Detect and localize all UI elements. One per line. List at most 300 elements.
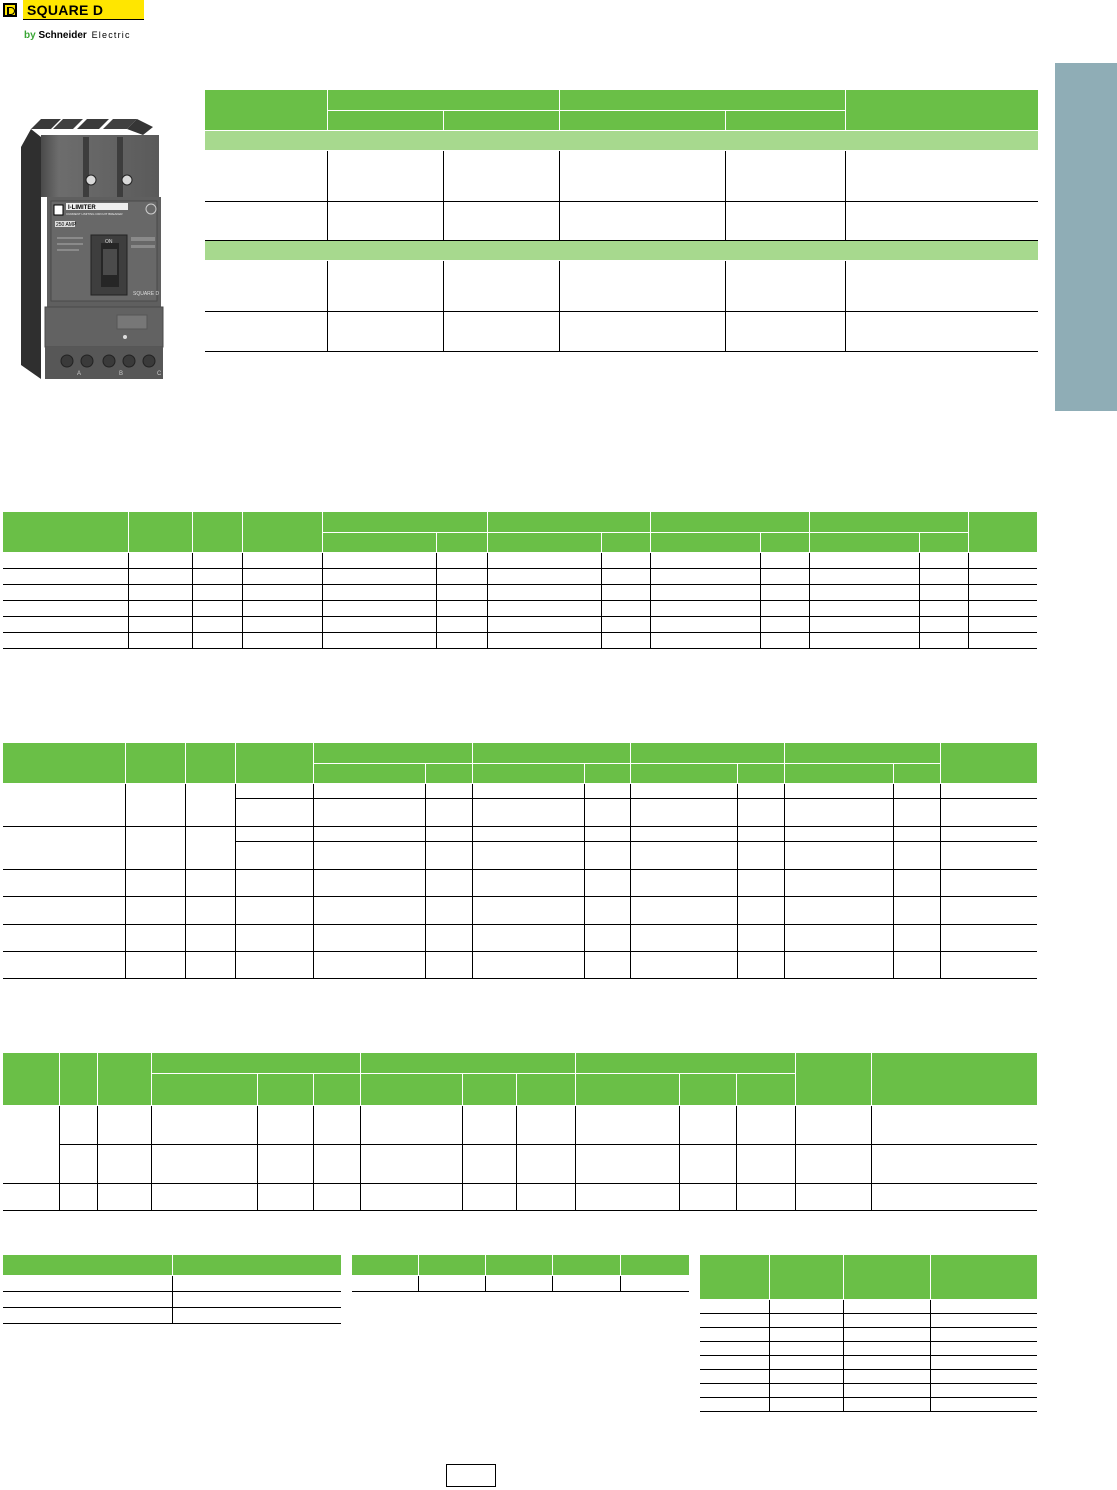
table-cell bbox=[322, 600, 436, 616]
table-cell bbox=[968, 600, 1037, 616]
breaker-label-sub: CURRENT LIMITING CIRCUIT BREAKER bbox=[66, 212, 123, 216]
table-cell bbox=[650, 584, 760, 600]
table-header-cell bbox=[968, 512, 1037, 552]
table-cell bbox=[843, 1299, 930, 1313]
table-cell bbox=[784, 924, 893, 951]
table-cell bbox=[736, 1144, 795, 1183]
table-cell bbox=[760, 632, 809, 648]
table-cell bbox=[575, 1183, 679, 1210]
table-cell bbox=[185, 896, 235, 924]
table-row bbox=[3, 600, 1037, 616]
table-header-cell bbox=[172, 1255, 341, 1275]
table-cell bbox=[242, 600, 322, 616]
table-cell bbox=[322, 632, 436, 648]
table-cell bbox=[630, 924, 737, 951]
table-cell bbox=[313, 826, 425, 841]
table-cell bbox=[205, 130, 1038, 150]
table-row bbox=[3, 1307, 341, 1323]
table-header-cell bbox=[313, 1073, 360, 1105]
terminal-label-a: A bbox=[77, 371, 82, 377]
table-row bbox=[3, 826, 1037, 841]
table-row bbox=[700, 1397, 1037, 1411]
table-row bbox=[3, 584, 1037, 600]
table-cell bbox=[784, 841, 893, 869]
table-row bbox=[700, 1355, 1037, 1369]
table-header-cell bbox=[809, 532, 919, 552]
table-cell bbox=[584, 896, 630, 924]
table-cell bbox=[172, 1307, 341, 1323]
table-1 bbox=[205, 90, 1038, 352]
table-1-header-cell bbox=[327, 90, 559, 110]
table-cell bbox=[584, 951, 630, 978]
table-cell bbox=[436, 616, 487, 632]
table-cell bbox=[425, 783, 472, 798]
table-cell bbox=[3, 616, 128, 632]
table-cell bbox=[760, 584, 809, 600]
table-header-cell bbox=[737, 763, 784, 783]
table-cell bbox=[940, 798, 1037, 826]
table-cell bbox=[601, 600, 650, 616]
table-cell bbox=[436, 600, 487, 616]
table-row bbox=[3, 1275, 341, 1291]
table-6-header-row bbox=[352, 1255, 689, 1275]
table-cell bbox=[700, 1369, 769, 1383]
table-cell bbox=[125, 826, 185, 869]
table-cell bbox=[769, 1397, 843, 1411]
table-header-cell bbox=[322, 512, 487, 532]
table-header-cell bbox=[930, 1255, 1037, 1299]
table-cell bbox=[584, 826, 630, 841]
table-cell bbox=[700, 1397, 769, 1411]
byline-suffix: Electric bbox=[91, 30, 131, 40]
table-header-cell bbox=[620, 1255, 689, 1275]
table-cell bbox=[845, 201, 1038, 240]
table-header-cell bbox=[185, 743, 235, 783]
table-header-cell bbox=[650, 512, 809, 532]
table-cell bbox=[125, 783, 185, 826]
table-cell bbox=[737, 896, 784, 924]
byline-company: Schneider bbox=[38, 30, 87, 41]
table-cell bbox=[235, 826, 313, 841]
table-cell bbox=[930, 1341, 1037, 1355]
table-1-header-cell bbox=[327, 110, 443, 130]
table-cell bbox=[737, 869, 784, 896]
table-cell bbox=[930, 1369, 1037, 1383]
table-cell bbox=[843, 1341, 930, 1355]
table-cell bbox=[242, 568, 322, 584]
table-cell bbox=[3, 951, 125, 978]
table-cell bbox=[185, 924, 235, 951]
table-header-cell bbox=[151, 1053, 360, 1073]
table-cell bbox=[968, 552, 1037, 568]
table-cell bbox=[871, 1144, 1037, 1183]
table-row bbox=[3, 869, 1037, 896]
table-cell bbox=[930, 1299, 1037, 1313]
table-row bbox=[3, 896, 1037, 924]
table-7 bbox=[700, 1255, 1037, 1412]
table-cell bbox=[679, 1183, 736, 1210]
table-cell bbox=[172, 1275, 341, 1291]
table-cell bbox=[487, 568, 601, 584]
table-cell bbox=[650, 632, 760, 648]
table-6 bbox=[352, 1255, 689, 1292]
table-cell bbox=[205, 240, 1038, 260]
table-header-cell bbox=[352, 1255, 418, 1275]
table-cell bbox=[185, 869, 235, 896]
table-cell bbox=[584, 783, 630, 798]
table-cell bbox=[59, 1183, 97, 1210]
table-cell bbox=[327, 150, 443, 201]
table-cell bbox=[809, 568, 919, 584]
table-row bbox=[3, 1144, 1037, 1183]
table-cell bbox=[700, 1299, 769, 1313]
table-cell bbox=[919, 632, 968, 648]
table-cell bbox=[940, 951, 1037, 978]
table-cell bbox=[809, 552, 919, 568]
table-cell bbox=[257, 1105, 313, 1144]
table-header-cell bbox=[871, 1053, 1037, 1105]
table-cell bbox=[601, 568, 650, 584]
table-cell bbox=[601, 584, 650, 600]
table-cell bbox=[487, 552, 601, 568]
table-cell bbox=[919, 584, 968, 600]
table-cell bbox=[893, 896, 940, 924]
table-header-cell bbox=[3, 1053, 59, 1105]
table-cell bbox=[472, 798, 584, 826]
table-cell bbox=[425, 798, 472, 826]
table-row bbox=[3, 951, 1037, 978]
table-cell bbox=[313, 869, 425, 896]
table-cell bbox=[192, 552, 242, 568]
table-cell bbox=[3, 826, 125, 869]
table-header-cell bbox=[242, 512, 322, 552]
table-cell bbox=[845, 150, 1038, 201]
table-cell bbox=[192, 584, 242, 600]
table-1-header-cell bbox=[205, 90, 327, 130]
breaker-footer-brand: SQUARE D bbox=[133, 291, 160, 297]
table-header-cell bbox=[575, 1073, 679, 1105]
table-1-header-cell bbox=[725, 110, 845, 130]
table-header-cell bbox=[601, 532, 650, 552]
table-header-cell bbox=[313, 763, 425, 783]
table-cell bbox=[322, 568, 436, 584]
table-header-cell bbox=[784, 763, 893, 783]
table-row bbox=[3, 1105, 1037, 1144]
table-cell bbox=[313, 1105, 360, 1144]
table-row bbox=[3, 1183, 1037, 1210]
table-header-cell bbox=[125, 743, 185, 783]
table-row bbox=[205, 201, 1038, 240]
table-cell bbox=[784, 896, 893, 924]
table-header-cell bbox=[436, 532, 487, 552]
table-header-cell bbox=[679, 1073, 736, 1105]
table-cell bbox=[487, 616, 601, 632]
table-cell bbox=[192, 632, 242, 648]
table-cell bbox=[843, 1355, 930, 1369]
table-cell bbox=[968, 584, 1037, 600]
table-header-cell bbox=[128, 512, 192, 552]
table-cell bbox=[843, 1313, 930, 1327]
table-2 bbox=[3, 512, 1037, 649]
table-cell bbox=[940, 826, 1037, 841]
table-cell bbox=[893, 924, 940, 951]
table-cell bbox=[930, 1383, 1037, 1397]
table-cell bbox=[235, 841, 313, 869]
table-cell bbox=[700, 1327, 769, 1341]
table-cell bbox=[462, 1183, 516, 1210]
table-cell bbox=[418, 1275, 485, 1291]
table-cell bbox=[769, 1327, 843, 1341]
table-cell bbox=[3, 584, 128, 600]
table-cell bbox=[516, 1144, 575, 1183]
table-cell bbox=[3, 869, 125, 896]
table-cell bbox=[327, 201, 443, 240]
table-5-header-row bbox=[3, 1255, 341, 1275]
table-row bbox=[700, 1327, 1037, 1341]
brand-byline bbox=[24, 30, 131, 41]
table-cell bbox=[235, 798, 313, 826]
table-cell bbox=[516, 1105, 575, 1144]
table-row bbox=[3, 1291, 341, 1307]
table-row bbox=[205, 260, 1038, 311]
table-cell bbox=[919, 552, 968, 568]
table-1-header-cell bbox=[559, 110, 725, 130]
table-header-cell bbox=[736, 1073, 795, 1105]
table-row bbox=[700, 1341, 1037, 1355]
table-cell bbox=[725, 150, 845, 201]
table-cell bbox=[235, 869, 313, 896]
table-cell bbox=[322, 552, 436, 568]
table-cell bbox=[3, 924, 125, 951]
table-cell bbox=[472, 783, 584, 798]
table-cell bbox=[769, 1299, 843, 1313]
table-cell bbox=[472, 951, 584, 978]
table-cell bbox=[650, 568, 760, 584]
brand-logo-text: SQUARE D bbox=[27, 2, 104, 18]
table-cell bbox=[313, 798, 425, 826]
table-cell bbox=[630, 841, 737, 869]
table-cell bbox=[485, 1275, 552, 1291]
table-header-cell bbox=[313, 743, 472, 763]
table-row bbox=[700, 1313, 1037, 1327]
table-3 bbox=[3, 743, 1037, 979]
table-cell bbox=[425, 924, 472, 951]
table-cell bbox=[3, 1291, 172, 1307]
table-row bbox=[205, 150, 1038, 201]
table-cell bbox=[737, 783, 784, 798]
table-cell bbox=[784, 798, 893, 826]
table-cell bbox=[769, 1369, 843, 1383]
table-header-cell bbox=[584, 763, 630, 783]
table-header-cell bbox=[809, 512, 968, 532]
table-cell bbox=[327, 260, 443, 311]
table-1-header-cell bbox=[443, 110, 559, 130]
table-1-section-band bbox=[205, 240, 1038, 260]
table-cell bbox=[462, 1144, 516, 1183]
table-cell bbox=[125, 951, 185, 978]
table-cell bbox=[737, 951, 784, 978]
table-header-cell bbox=[919, 532, 968, 552]
table-cell bbox=[242, 632, 322, 648]
table-cell bbox=[360, 1105, 462, 1144]
table-cell bbox=[809, 616, 919, 632]
table-cell bbox=[760, 600, 809, 616]
table-cell bbox=[128, 632, 192, 648]
table-4-header-row-1 bbox=[3, 1053, 1037, 1073]
table-cell bbox=[575, 1105, 679, 1144]
table-cell bbox=[436, 584, 487, 600]
table-cell bbox=[151, 1105, 257, 1144]
table-cell bbox=[584, 841, 630, 869]
table-row bbox=[700, 1383, 1037, 1397]
table-cell bbox=[630, 798, 737, 826]
table-cell bbox=[436, 568, 487, 584]
table-cell bbox=[737, 841, 784, 869]
table-cell bbox=[809, 600, 919, 616]
table-header-cell bbox=[97, 1053, 151, 1105]
table-header-cell bbox=[3, 743, 125, 783]
table-cell bbox=[472, 924, 584, 951]
table-cell bbox=[893, 798, 940, 826]
table-cell bbox=[257, 1144, 313, 1183]
table-cell bbox=[125, 869, 185, 896]
table-cell bbox=[919, 600, 968, 616]
breaker-label-brand: I-LIMITER bbox=[68, 205, 96, 211]
table-cell bbox=[462, 1105, 516, 1144]
table-cell bbox=[3, 1105, 59, 1183]
table-cell bbox=[3, 632, 128, 648]
terminal-label-c: C bbox=[157, 371, 162, 377]
table-cell bbox=[737, 924, 784, 951]
table-row bbox=[700, 1369, 1037, 1383]
table-cell bbox=[784, 951, 893, 978]
table-cell bbox=[584, 798, 630, 826]
table-cell bbox=[425, 826, 472, 841]
table-header-cell bbox=[893, 763, 940, 783]
table-cell bbox=[843, 1397, 930, 1411]
table-header-cell bbox=[472, 763, 584, 783]
table-cell bbox=[795, 1183, 871, 1210]
side-tab bbox=[1055, 63, 1117, 411]
table-cell bbox=[443, 260, 559, 311]
table-header-cell bbox=[322, 532, 436, 552]
breaker-amp-text: 250 AMP bbox=[56, 222, 77, 228]
table-cell bbox=[940, 924, 1037, 951]
table-cell bbox=[425, 841, 472, 869]
table-1-header-cell bbox=[845, 90, 1038, 130]
table-cell bbox=[930, 1355, 1037, 1369]
table-cell bbox=[3, 568, 128, 584]
table-row bbox=[3, 632, 1037, 648]
table-cell bbox=[893, 869, 940, 896]
table-cell bbox=[968, 616, 1037, 632]
table-row bbox=[700, 1299, 1037, 1313]
table-cell bbox=[601, 552, 650, 568]
page-number-box bbox=[446, 1464, 496, 1487]
table-cell bbox=[559, 150, 725, 201]
table-cell bbox=[472, 869, 584, 896]
table-cell bbox=[650, 600, 760, 616]
table-3-header-row-1 bbox=[3, 743, 1037, 763]
table-header-cell bbox=[360, 1053, 575, 1073]
table-cell bbox=[809, 584, 919, 600]
square-d-logo-icon bbox=[3, 3, 17, 17]
table-header-cell bbox=[487, 532, 601, 552]
table-cell bbox=[871, 1183, 1037, 1210]
table-cell bbox=[436, 552, 487, 568]
table-cell bbox=[425, 951, 472, 978]
table-cell bbox=[795, 1105, 871, 1144]
table-cell bbox=[845, 260, 1038, 311]
table-header-cell bbox=[425, 763, 472, 783]
table-row bbox=[3, 783, 1037, 798]
table-cell bbox=[737, 826, 784, 841]
table-cell bbox=[360, 1183, 462, 1210]
table-cell bbox=[125, 896, 185, 924]
table-header-cell bbox=[940, 743, 1037, 783]
table-cell bbox=[97, 1144, 151, 1183]
table-header-cell bbox=[235, 743, 313, 783]
table-header-cell bbox=[516, 1073, 575, 1105]
table-header-cell bbox=[630, 743, 784, 763]
table-cell bbox=[128, 552, 192, 568]
table-cell bbox=[940, 896, 1037, 924]
table-cell bbox=[205, 260, 327, 311]
table-cell bbox=[760, 552, 809, 568]
table-cell bbox=[327, 311, 443, 351]
table-cell bbox=[472, 841, 584, 869]
table-header-cell bbox=[360, 1073, 462, 1105]
table-cell bbox=[128, 568, 192, 584]
table-cell bbox=[630, 951, 737, 978]
table-cell bbox=[151, 1144, 257, 1183]
table-cell bbox=[313, 841, 425, 869]
table-row bbox=[3, 924, 1037, 951]
table-cell bbox=[736, 1183, 795, 1210]
table-cell bbox=[919, 568, 968, 584]
table-cell bbox=[559, 311, 725, 351]
table-cell bbox=[192, 616, 242, 632]
circuit-breaker-image bbox=[21, 117, 165, 379]
table-cell bbox=[584, 869, 630, 896]
table-cell bbox=[313, 896, 425, 924]
table-header-cell bbox=[485, 1255, 552, 1275]
table-header-cell bbox=[552, 1255, 620, 1275]
table-cell bbox=[893, 841, 940, 869]
table-cell bbox=[575, 1144, 679, 1183]
table-cell bbox=[192, 600, 242, 616]
table-cell bbox=[97, 1183, 151, 1210]
table-cell bbox=[700, 1341, 769, 1355]
table-cell bbox=[128, 584, 192, 600]
table-1-header-row-1 bbox=[205, 90, 1038, 110]
table-cell bbox=[725, 260, 845, 311]
table-cell bbox=[59, 1105, 97, 1144]
table-cell bbox=[313, 1144, 360, 1183]
table-header-cell bbox=[769, 1255, 843, 1299]
table-cell bbox=[795, 1144, 871, 1183]
table-cell bbox=[930, 1313, 1037, 1327]
table-cell bbox=[725, 201, 845, 240]
table-header-cell bbox=[257, 1073, 313, 1105]
table-cell bbox=[725, 311, 845, 351]
table-cell bbox=[436, 632, 487, 648]
table-cell bbox=[760, 616, 809, 632]
table-header-cell bbox=[192, 512, 242, 552]
table-cell bbox=[125, 924, 185, 951]
table-cell bbox=[472, 826, 584, 841]
table-row bbox=[3, 568, 1037, 584]
